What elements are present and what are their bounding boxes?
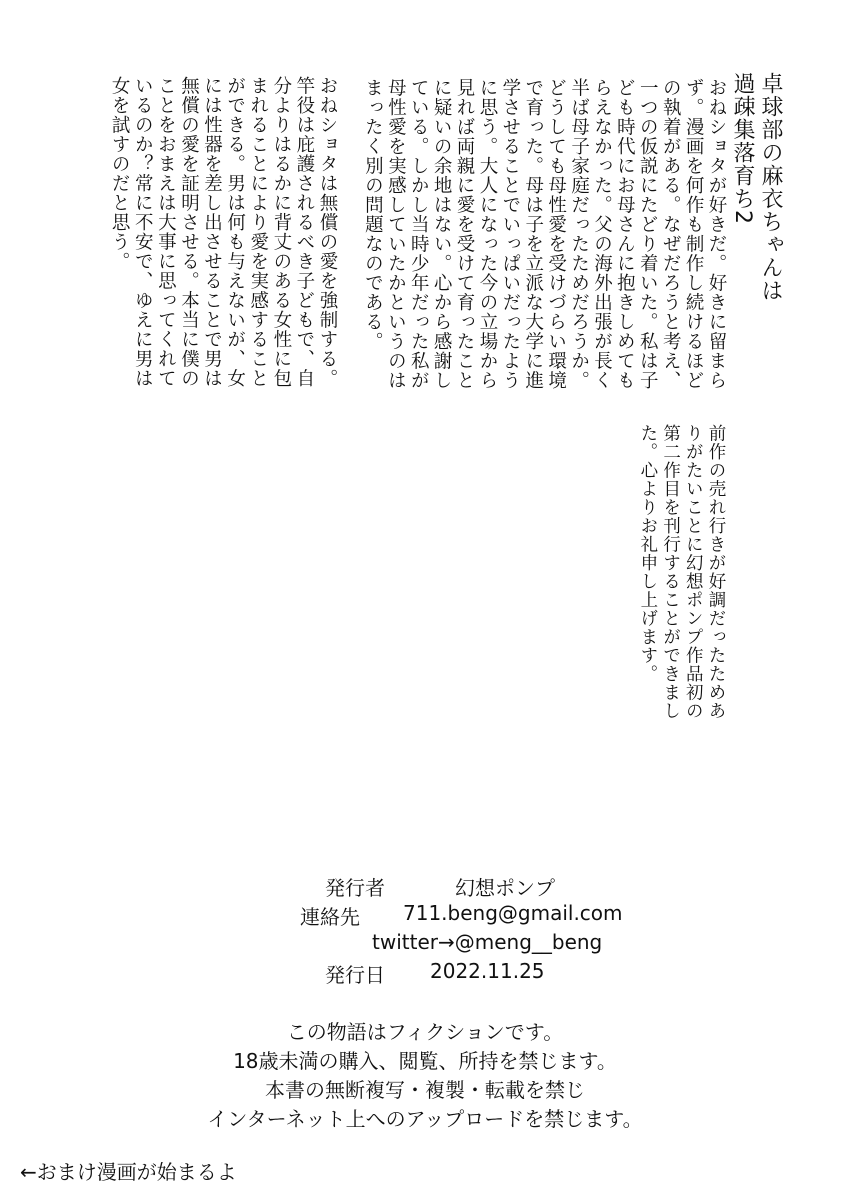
title-line: 過疎集落育ち2 [730, 72, 755, 225]
afterword-line: りがたいことに幻想ポンプ作品初の [683, 424, 704, 720]
essay-line: ことをおまえは大事に思ってくれて [155, 76, 177, 388]
essay-line: 分よりはるかに背丈のある女性に包 [270, 76, 292, 388]
bonus-manga-note: ←おまけ漫画が始まるよ [20, 1160, 237, 1184]
essay-line: 学させることでいっぱいだったよう [499, 78, 521, 390]
publish-date: 2022.11.25 [430, 959, 545, 983]
notice-line: 本書の無断複写・複製・転載を禁じ [265, 1078, 585, 1102]
notice-line: この物語はフィクションです。 [286, 1020, 564, 1044]
essay-line: 一つの仮説にたどり着いた。私は子 [637, 78, 659, 390]
notice-line: インターネット上へのアップロードを禁じます。 [207, 1107, 643, 1131]
essay-part-2 [108, 76, 339, 388]
contact-label: 連絡先 [300, 905, 360, 929]
essay-line: いるのか？常に不安で、ゆえに男は [132, 76, 154, 388]
essay-line: 半ば母子家庭だったためだろうか。 [568, 78, 590, 390]
essay-line: ている。しかし当時少年だった私が [408, 78, 430, 390]
essay-line: 見れば両親に愛を受けて育ったこと [454, 78, 476, 390]
afterword [636, 424, 727, 720]
afterword-line: た。心よりお礼申し上げます。 [637, 424, 658, 683]
essay-line: らえなかった。父の海外出張が長く [591, 78, 613, 390]
essay-line: ども時代にお母さんに抱きしめても [614, 78, 636, 390]
notice-line: 18歳未満の購入、閲覧、所持を禁じます。 [233, 1049, 617, 1073]
essay-line: どうしても母性愛を受けづらい環境 [545, 78, 567, 390]
essay-line: の執着がある。なぜだろうと考え、 [660, 78, 682, 390]
essay-line: ず。漫画を何作も制作し続けるほど [683, 78, 705, 390]
book-title [728, 72, 784, 302]
publisher-label: 発行者 [325, 876, 385, 900]
essay-line: 母性愛を実感していたかというのは [385, 78, 407, 390]
essay-line: まれることにより愛を実感すること [247, 76, 269, 388]
essay-line: には性器を差し出させることで男は [201, 76, 223, 388]
contact-twitter: twitter→@meng__beng [372, 930, 603, 954]
date-label: 発行日 [325, 963, 385, 987]
essay-line: に疑いの余地はない。心から感謝し [431, 78, 453, 390]
essay-line: に思う。大人になった今の立場から [476, 78, 498, 390]
afterword-line: 前作の売れ行きが好調だったためあ [706, 424, 726, 720]
essay-line: おねショタが好きだ。好きに留まら [706, 78, 727, 390]
essay-line: 女を試すのだと思う。 [109, 76, 131, 271]
essay-part-1 [361, 78, 728, 390]
essay-line: 無償の愛を証明させる。本当に僕の [178, 76, 200, 388]
essay-line: まったく別の問題なのである。 [362, 78, 384, 351]
afterword-line: 第二作目を刊行することができまし [660, 424, 681, 720]
essay-line: で育った。母は子を立派な大学に進 [522, 78, 544, 390]
contact-email: 711.beng@gmail.com [403, 901, 623, 925]
publisher-name: 幻想ポンプ [455, 876, 555, 900]
essay-line: おねショタは無償の愛を強制する。 [317, 76, 338, 388]
title-line: 卓球部の麻衣ちゃんは [758, 72, 783, 302]
essay-line: ができる。男は何も与えないが、女 [224, 76, 246, 388]
essay-line: 竿役は庇護されるべき子どもで、自 [293, 76, 315, 388]
